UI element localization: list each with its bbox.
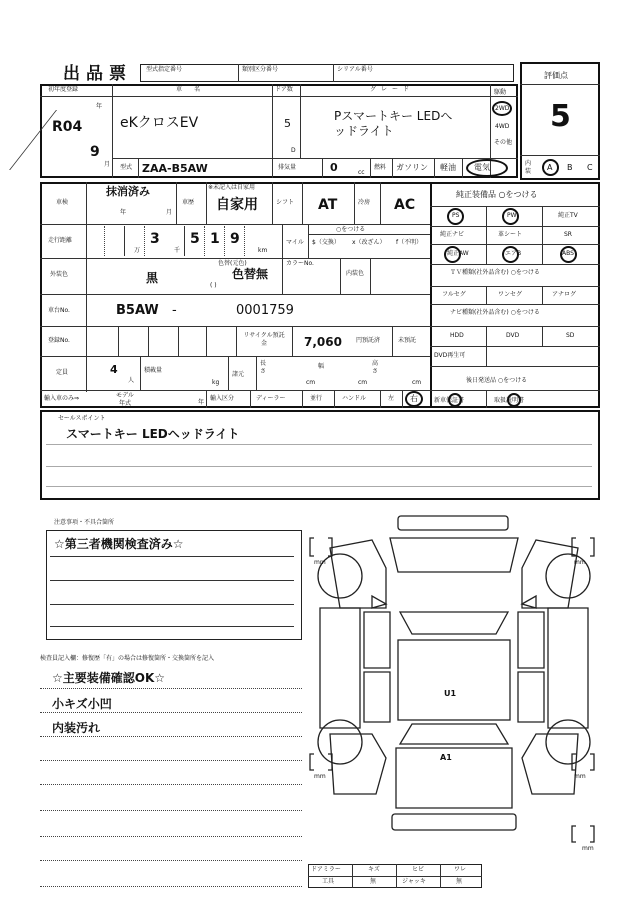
tv-fullseg: フルセグ xyxy=(442,291,466,298)
divider xyxy=(250,390,251,408)
int-color-label: 内装色 xyxy=(345,270,364,277)
divider xyxy=(46,444,592,445)
legend-jack: ジャッキ xyxy=(402,878,426,885)
divider xyxy=(148,326,149,356)
divider xyxy=(322,158,323,178)
load-kg: kg xyxy=(212,379,220,386)
handle-right: 右 xyxy=(410,394,418,403)
model-code: ZAA-B5AW xyxy=(142,162,208,175)
divider xyxy=(542,286,543,304)
inspection-label: 車検 xyxy=(56,199,69,206)
divider xyxy=(112,158,518,159)
equip-pw: PW xyxy=(507,212,517,219)
divider xyxy=(40,836,302,837)
recycle-unpaid: 未預託 xyxy=(398,337,417,344)
inspection-year: 年 xyxy=(120,209,127,216)
capacity-value: 4 xyxy=(110,363,118,376)
interior-b: B xyxy=(567,163,573,172)
mileage-exchange: $（交換） xyxy=(312,239,340,246)
divider xyxy=(430,244,600,245)
chassis-prefix: B5AW xyxy=(116,303,159,318)
divider xyxy=(40,886,302,887)
mileage-tampered: x（改ざん） xyxy=(352,239,386,246)
equip-aw-circle xyxy=(444,246,461,263)
divider xyxy=(40,326,430,327)
equip-airbag: エアB xyxy=(505,250,522,257)
divider xyxy=(40,356,430,357)
divider xyxy=(282,224,283,258)
handle-label: ハンドル xyxy=(342,395,367,402)
equip-navi: 純正ナビ xyxy=(440,231,465,238)
recycle-value: 7,060 xyxy=(304,335,342,349)
drive-other: その他 xyxy=(494,139,513,146)
rear-extra-bracket xyxy=(572,826,594,842)
mm-label-fr: mm xyxy=(574,559,586,566)
mileage-digit-4: 5 xyxy=(190,231,200,247)
divider xyxy=(40,224,430,225)
history-label: 車歴 xyxy=(182,199,195,206)
ext-color-label: 外装色 xyxy=(50,271,69,278)
paint-paren: ( ) xyxy=(210,282,217,289)
rear-left-bracket xyxy=(310,754,332,770)
model-year-suffix: 年 xyxy=(198,399,205,406)
left-front-door xyxy=(364,612,390,668)
divider xyxy=(486,206,487,264)
divider xyxy=(178,326,179,356)
inspection-month: 月 xyxy=(166,209,173,216)
right-mirror xyxy=(522,596,536,608)
windshield xyxy=(400,612,508,634)
length-cm: cm xyxy=(306,379,316,386)
tv-title: ＴＶ種類(社外品含む) ○をつける xyxy=(450,269,540,276)
fuel-gasoline: ガソリン xyxy=(396,163,428,172)
load-label: 積載量 xyxy=(144,367,163,374)
divider xyxy=(46,466,592,467)
chassis-dash: - xyxy=(172,303,177,318)
left-rear-door xyxy=(364,672,390,722)
caution-label: 注意事項・不具合箇所 xyxy=(54,519,115,526)
divider xyxy=(40,258,430,259)
caution-text: ☆第三者機関検査済み☆ xyxy=(54,537,184,551)
navi-sd: SD xyxy=(566,332,575,339)
color-no-label: カラーNo. xyxy=(286,260,314,267)
divider xyxy=(430,326,600,327)
right-side xyxy=(548,608,588,728)
left-mirror xyxy=(372,596,386,608)
divider xyxy=(380,390,381,408)
divider xyxy=(392,158,393,178)
grade-line-2: ッドライト xyxy=(334,124,394,138)
inspection-value: 抹消済み xyxy=(106,185,150,198)
divider xyxy=(86,182,87,392)
later-title: 後日発送品 ○をつける xyxy=(466,377,528,384)
score-label: 評価点 xyxy=(544,71,568,80)
divider xyxy=(138,158,139,178)
fuel-electric: 電気 xyxy=(474,163,490,172)
divider xyxy=(140,356,141,390)
divider xyxy=(440,864,441,888)
dims-label: 諸元 xyxy=(232,371,245,378)
divider xyxy=(354,182,355,224)
serial-label: シリアル番号 xyxy=(337,66,373,73)
equip-tv: 純正TV xyxy=(558,212,578,219)
import-dealer: ディーラー xyxy=(256,395,286,402)
divider xyxy=(50,556,294,557)
rear-window xyxy=(400,724,508,744)
rear-right-wheel xyxy=(546,720,590,764)
import-label: 輸入車のみ⇒ xyxy=(44,395,80,402)
sales-text: スマートキー LEDヘッドライト xyxy=(66,427,240,441)
score-value: 5 xyxy=(550,99,571,134)
roof xyxy=(398,640,510,720)
equip-sr: SR xyxy=(564,231,572,238)
drive-label: 駆動 xyxy=(494,89,507,96)
history-note: ※未記入は自家用 xyxy=(208,184,256,191)
shift-value: AT xyxy=(318,197,338,213)
mile-label: マイル xyxy=(286,239,304,246)
year-unit: 年 xyxy=(96,103,103,110)
kata-label: 型式指定番号 xyxy=(146,66,183,73)
mileage-digit-5: 1 xyxy=(210,231,220,247)
equip-ps: PS xyxy=(452,212,460,219)
equip-aw: 純正AW xyxy=(447,250,469,257)
tv-analog: アナログ xyxy=(552,291,577,298)
dvd-playback: DVD再生可 xyxy=(434,352,466,359)
divider xyxy=(396,864,397,888)
paint-label: 色替(元色) xyxy=(218,260,247,267)
shift-label: シフト xyxy=(276,199,295,206)
legend-tools: 工具 xyxy=(322,878,335,885)
equip-airbag-circle xyxy=(502,246,522,263)
front-bumper xyxy=(398,516,508,530)
mileage-digit-3: 3 xyxy=(150,231,160,247)
damage-mark-a1: A1 xyxy=(440,753,452,762)
divider xyxy=(520,84,600,85)
divider xyxy=(50,604,294,605)
divider xyxy=(352,864,353,888)
cool-value: AC xyxy=(394,197,416,213)
divider xyxy=(542,326,543,346)
equip-abs-circle xyxy=(560,246,577,263)
divider xyxy=(542,206,543,264)
note-line-2: 小キズ小凹 xyxy=(52,697,112,711)
mm-label-extra: mm xyxy=(582,845,594,852)
divider xyxy=(520,155,600,156)
divider xyxy=(370,158,371,178)
divider xyxy=(430,286,600,287)
name-label: 車名 xyxy=(176,86,213,93)
capacity-label: 定員 xyxy=(56,369,69,376)
chassis-number: 0001759 xyxy=(236,303,294,318)
divider xyxy=(46,486,592,487)
year-label: 初年度登録 xyxy=(48,86,79,93)
width-cm: cm xyxy=(358,379,368,386)
rui-label: 類別区分番号 xyxy=(242,66,279,73)
divider xyxy=(256,356,257,390)
divider xyxy=(244,226,245,256)
mm-label-rr: mm xyxy=(574,773,586,780)
inspector-label: 検査員記入欄：修復歴「有」の場合は修復箇所・交換箇所を記入 xyxy=(40,655,215,662)
mm-label-rl: mm xyxy=(314,773,326,780)
navi-dvd: DVD xyxy=(506,332,520,339)
divider xyxy=(224,226,225,256)
divider xyxy=(206,390,207,408)
divider xyxy=(300,84,301,158)
reg-label: 登録No. xyxy=(48,337,70,344)
divider xyxy=(50,580,294,581)
divider xyxy=(430,264,600,265)
mileage-sen: 千 xyxy=(174,247,181,254)
mileage-unknown: f（不明） xyxy=(396,239,423,246)
divider xyxy=(430,226,600,227)
divider xyxy=(434,158,435,178)
ext-color: 黒 xyxy=(146,271,159,285)
model-label: 型式 xyxy=(120,164,133,171)
import-kubun-label: 輸入区分 xyxy=(210,395,235,402)
divider xyxy=(272,182,273,224)
divider xyxy=(430,182,432,408)
height-cm: cm xyxy=(412,379,422,386)
cool-label: 冷房 xyxy=(358,199,371,206)
divider xyxy=(430,366,600,367)
divider xyxy=(206,326,207,356)
capacity-unit: 人 xyxy=(128,377,135,384)
divider xyxy=(282,258,283,294)
note-line-1: ☆主要装備確認OK☆ xyxy=(52,671,166,685)
divider xyxy=(292,326,293,356)
divider xyxy=(308,876,482,877)
fuel-electric-circle xyxy=(466,159,508,177)
divider xyxy=(486,390,487,408)
car-damage-diagram xyxy=(300,508,610,858)
divider xyxy=(333,64,334,82)
divider xyxy=(272,84,273,178)
later-warranty-circle xyxy=(448,393,462,407)
mileage-km: km xyxy=(258,247,268,254)
legend-header-crack: ヒビ xyxy=(412,866,425,873)
interior-label: 内装 xyxy=(525,160,532,175)
divider xyxy=(238,64,239,82)
tv-oneseg: ワンセグ xyxy=(498,291,523,298)
divider xyxy=(40,390,430,391)
legend-header-mirror: ドアミラー xyxy=(311,866,341,873)
note-line-3: 内装汚れ xyxy=(52,721,101,735)
divider xyxy=(308,224,309,258)
divider xyxy=(40,294,430,295)
recycle-unit: 円預託済 xyxy=(356,337,381,344)
rear-left-wheel xyxy=(318,720,362,764)
divider xyxy=(370,258,371,294)
interior-a-circle xyxy=(542,159,559,176)
equip-pw-circle xyxy=(502,208,519,225)
model-year-label: モデル年式 xyxy=(116,392,134,407)
divider xyxy=(430,346,600,347)
divider xyxy=(206,182,207,224)
divider xyxy=(334,390,335,408)
paint-value: 色替無 xyxy=(232,267,269,281)
front-left-bracket xyxy=(310,538,332,556)
divider xyxy=(486,326,487,366)
divider xyxy=(112,84,113,178)
divider xyxy=(380,182,381,224)
rear-bumper xyxy=(392,814,516,830)
first-reg-month: 9 xyxy=(90,144,100,160)
page-title: 出品票 xyxy=(63,64,132,84)
drive-2wd-circle xyxy=(492,101,512,116)
divider xyxy=(176,182,177,224)
width-label: 幅 xyxy=(318,363,325,370)
grade-label: グレード xyxy=(370,86,415,93)
height-label: 高さ xyxy=(372,360,379,375)
divider xyxy=(402,390,403,408)
disp-unit: cc xyxy=(358,169,365,176)
left-side xyxy=(320,608,360,728)
header-id-strip xyxy=(140,64,514,82)
damage-mark-u1: U1 xyxy=(444,689,457,698)
handle-right-circle xyxy=(405,391,423,407)
divider xyxy=(486,286,487,304)
door-count: 5 xyxy=(284,117,291,130)
sales-label: セールスポイント xyxy=(58,415,106,422)
legend-header-scratch: キズ xyxy=(368,866,380,873)
divider xyxy=(144,226,145,256)
fuel-diesel: 軽油 xyxy=(440,163,456,172)
right-front-door xyxy=(518,612,544,668)
divider xyxy=(40,784,302,785)
divider xyxy=(40,760,302,761)
history-value: 自家用 xyxy=(216,197,258,213)
divider xyxy=(50,626,294,627)
divider xyxy=(204,226,205,256)
circle-note: ○をつける xyxy=(336,226,366,233)
divider xyxy=(184,226,185,256)
divider xyxy=(40,688,302,689)
equipment-title: 純正装備品 ○をつける xyxy=(456,190,538,199)
later-manual: 取扱説明書 xyxy=(494,397,525,404)
equip-leather: 革シート xyxy=(498,231,523,238)
back-door xyxy=(396,748,512,808)
drive-2wd: 2WD xyxy=(495,105,510,112)
mileage-man: 万 xyxy=(134,247,141,254)
divider xyxy=(40,712,302,713)
car-name: eKクロスEV xyxy=(120,115,199,131)
later-warranty: 新車保証書 xyxy=(434,397,465,404)
handle-left: 左 xyxy=(388,395,395,402)
equip-abs: ABS xyxy=(562,250,574,257)
divider xyxy=(308,234,430,235)
mileage-digit-6: 9 xyxy=(230,231,240,247)
divider xyxy=(340,258,341,294)
interior-a: A xyxy=(547,163,553,172)
legend-tools-value: 無 xyxy=(370,878,377,885)
fuel-label: 燃料 xyxy=(374,164,387,171)
grade-line-1: Pスマートキー LEDへ xyxy=(334,109,453,123)
mileage-label: 走行距離 xyxy=(48,237,73,244)
divider xyxy=(302,390,303,408)
divider xyxy=(236,326,237,356)
mm-label-fl: mm xyxy=(314,559,326,566)
navi-hdd: HDD xyxy=(450,332,464,339)
divider xyxy=(40,860,302,861)
hood xyxy=(390,538,518,572)
import-parallel: 並行 xyxy=(310,395,323,402)
right-rear-door xyxy=(518,672,544,722)
disp-label: 排気量 xyxy=(278,164,297,171)
divider xyxy=(462,158,463,178)
first-reg-era: R04 xyxy=(52,119,83,135)
later-manual-circle xyxy=(507,393,521,407)
interior-c: C xyxy=(587,163,593,172)
door-sub: D xyxy=(291,147,296,154)
divider xyxy=(430,304,600,305)
displacement: 0 xyxy=(330,161,338,174)
drive-4wd: 4WD xyxy=(495,123,510,130)
divider xyxy=(392,326,393,356)
length-label: 長さ xyxy=(260,360,267,375)
divider xyxy=(228,356,229,390)
legend-header-break: ワレ xyxy=(454,866,467,873)
divider xyxy=(302,182,303,224)
divider xyxy=(124,226,125,256)
divider xyxy=(40,736,302,737)
equip-ps-circle xyxy=(447,208,464,225)
navi-title: ナビ種類(社外品含む) ○をつける xyxy=(450,309,540,316)
recycle-label: リサイクル預託金 xyxy=(243,332,285,347)
divider xyxy=(118,326,119,356)
doors-label: ドア数 xyxy=(275,86,293,93)
divider xyxy=(104,226,105,256)
month-unit: 月 xyxy=(104,161,111,168)
divider xyxy=(40,810,302,811)
legend-jack-value: 無 xyxy=(456,878,463,885)
chassis-label: 車台No. xyxy=(48,307,70,314)
divider xyxy=(430,390,600,391)
divider xyxy=(430,206,600,207)
